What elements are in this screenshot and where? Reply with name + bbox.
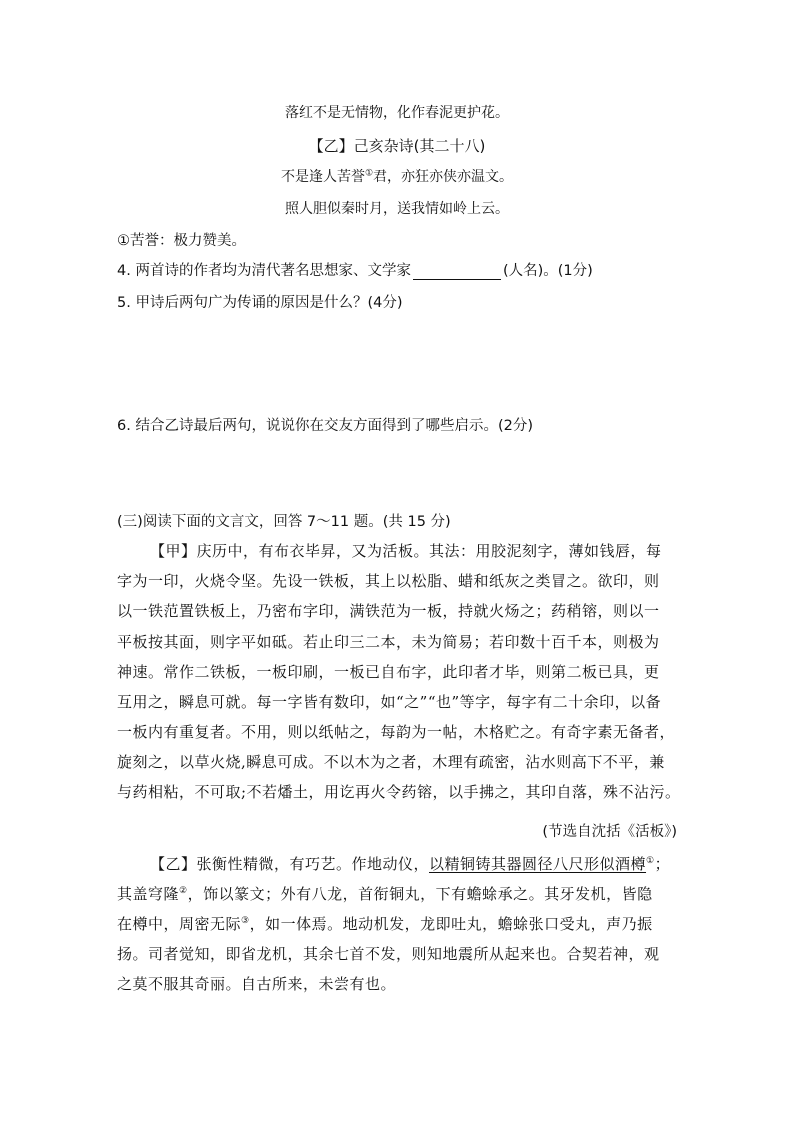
question-6: 6. 结合乙诗最后两句，说说你在交友方面得到了哪些启示。(2分) [117, 418, 533, 434]
passage-jia-line: 一板内有重复者。不用，则以纸帖之，每韵为一帖，木格贮之。有奇字素无备者， [117, 723, 676, 741]
passage-jia-source: (节选自沈括《活板》) [542, 824, 677, 840]
question-4-text: 4. 两首诗的作者均为清代著名思想家、文学家 [117, 263, 411, 279]
question-5: 5. 甲诗后两句广为传诵的原因是什么？(4分) [117, 295, 403, 311]
footnote-mark: ① [364, 168, 374, 179]
passage-jia-line: 与药相粘，不可取;不若燔土，用讫再火令药镕，以手拂之，其印自落，殊不沾污。 [117, 783, 681, 801]
footnote: ①苦誉：极力赞美。 [117, 233, 246, 249]
passage-yi-line-2 [117, 883, 679, 904]
poem-yi-line-1 [0, 166, 794, 186]
poem-jia-closing-line: 落红不是无情物，化作春泥更护花。 [285, 105, 509, 121]
underlined-sentence: 以精铜铸其器圆径八尺形似酒樽 [429, 855, 647, 873]
passage-yi-line-2-part-b: ，饰以篆文；外有八龙，首衔铜丸，下有蟾蜍承之。其牙发机，皆隐 [187, 885, 653, 903]
passage-jia-line: 【甲】庆历中，有布衣毕昇，又为活板。其法：用胶泥刻字，薄如钱唇，每 [150, 542, 662, 560]
passage-yi-line-5: 之莫不服其奇丽。自古所来，未尝有也。 [117, 975, 397, 993]
question-4-suffix: (人名)。(1分) [502, 263, 593, 279]
passage-yi-line-3-part-b: ，如一体焉。地动机发，龙即吐丸，蟾蜍张口受丸，声乃振 [249, 915, 653, 933]
poem-yi-title: 【乙】己亥杂诗(其二十八) [308, 137, 486, 155]
footnote-mark-1: ① [646, 856, 655, 866]
passage-jia-line: 字为一印，火烧令坚。先设一铁板，其上以松脂、蜡和纸灰之类冒之。欲印，则 [117, 572, 660, 590]
question-4 [117, 259, 593, 280]
punctuation: ； [654, 855, 671, 873]
passage-yi-line-4: 扬。司者觉知，即省龙机，其余七首不发，则知地震所从起来也。合契若神，观 [117, 945, 660, 963]
passage-jia-line: 互用之，瞬息可就。每一字皆有数印，如“之”“也”等字，每字有二十余印，以备 [117, 693, 662, 711]
passage-yi-line-3 [117, 913, 679, 934]
answer-blank[interactable] [413, 265, 501, 280]
passage-yi-line-1-text: 【乙】张衡性精微，有巧艺。作地动仪， [150, 855, 430, 873]
passage-yi-line-1 [150, 853, 712, 874]
poem-yi-line-1-part-a: 不是逢人苦誉 [280, 169, 365, 185]
footnote-mark-2: ② [179, 886, 188, 896]
passage-jia-line: 以一铁范置铁板上，乃密布字印，满铁范为一板，持就火炀之；药稍镕，则以一 [117, 602, 660, 620]
poem-yi-line-1-part-b: 君，亦狂亦侠亦温文。 [373, 169, 514, 185]
passage-jia-line: 平板按其面，则字平如砥。若止印三二本，未为简易；若印数十百千本，则极为 [117, 633, 660, 651]
passage-yi-line-3-part-a: 在樽中，周密无际 [117, 915, 242, 933]
passage-jia-line: 旋刻之，以草火烧,瞬息可成。不以木为之者，木理有疏密，沾水则高下不平，兼 [117, 753, 665, 771]
footnote-mark-3: ③ [241, 916, 250, 926]
passage-yi-line-2-part-a: 其盖穹隆 [117, 885, 180, 903]
poem-yi-line-2: 照人胆似秦时月，送我情如岭上云。 [285, 201, 509, 217]
passage-jia-line: 神速。常作二铁板，一板印刷，一板已自布字，此印者才毕，则第二板已具，更 [117, 663, 660, 681]
section-3-heading: (三)阅读下面的文言文，回答 7～11 题。(共 15 分) [117, 514, 451, 530]
